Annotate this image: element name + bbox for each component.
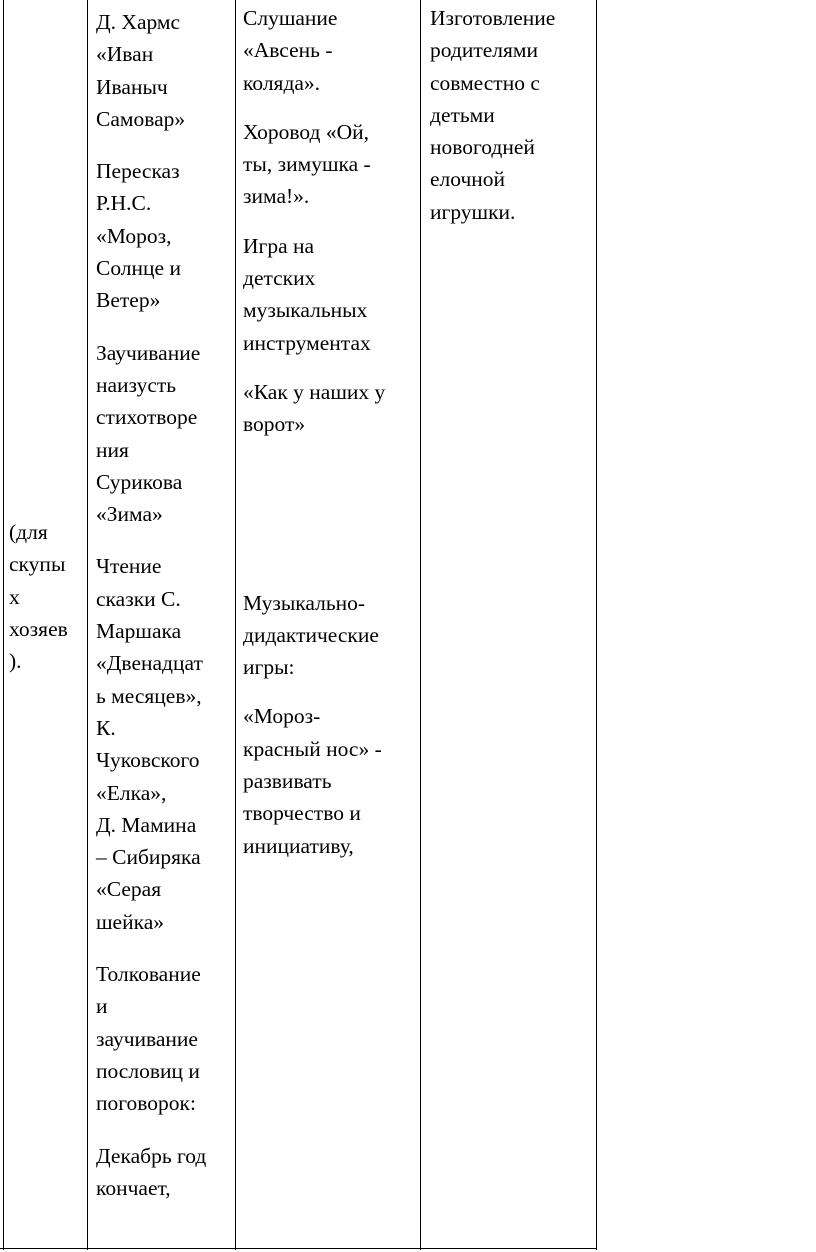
cell-line: «Мороз- xyxy=(243,704,321,729)
cell-line: творчество и xyxy=(243,801,361,826)
cell-line: Пересказ xyxy=(96,159,180,184)
cell-line: Декабрь год xyxy=(96,1143,207,1168)
cell-line: заучивание xyxy=(96,1026,198,1051)
cell-line: «Двенадцат xyxy=(96,651,203,676)
table-cell-col4 xyxy=(430,2,592,228)
cell-line: Маршака xyxy=(96,619,182,644)
cell-line: ). xyxy=(9,649,22,674)
cell-line: инициативу, xyxy=(243,833,354,858)
cell-line: «Авсень - xyxy=(243,38,333,63)
table-divider-2 xyxy=(235,0,236,1250)
paragraph xyxy=(96,337,228,531)
cell-line: Хоровод «Ой, xyxy=(243,119,370,144)
paragraph xyxy=(243,116,415,213)
table-border-left xyxy=(3,0,4,1250)
table-cell-col1 xyxy=(9,516,83,677)
cell-line: «Как у наших у xyxy=(243,379,386,404)
cell-line: сказки С. xyxy=(96,586,181,611)
cell-line: Самовар» xyxy=(96,106,186,131)
cell-line: детьми xyxy=(430,102,495,127)
cell-line: Чуковского xyxy=(96,748,200,773)
cell-line: красный нос» - xyxy=(243,736,382,761)
cell-line: развивать xyxy=(243,769,332,794)
cell-line: (для xyxy=(9,520,48,544)
table-divider-1 xyxy=(87,0,88,1250)
cell-line: Игра на xyxy=(243,233,315,258)
cell-line: инструментах xyxy=(243,330,371,355)
cell-line: стихотворе xyxy=(96,405,198,430)
cell-line: Д. Хармс xyxy=(96,10,181,34)
cell-line: родителями xyxy=(430,38,538,63)
paragraph xyxy=(96,155,228,316)
paragraph xyxy=(96,958,228,1119)
cell-line: кончает, xyxy=(96,1175,171,1200)
cell-line: «Елка», xyxy=(96,780,167,805)
cell-line: елочной xyxy=(430,167,506,192)
paragraph xyxy=(96,6,228,135)
table-border-bottom xyxy=(0,1248,597,1249)
cell-line: и xyxy=(96,994,108,1019)
cell-line: игрушки. xyxy=(430,199,516,224)
cell-line: хозяев xyxy=(9,616,68,641)
cell-line: ния xyxy=(96,437,129,462)
cell-line: «Иван xyxy=(96,42,154,67)
cell-line: наизусть xyxy=(96,372,177,397)
cell-line: «Серая xyxy=(96,877,162,902)
paragraph xyxy=(96,550,228,938)
cell-line: ворот» xyxy=(243,412,306,437)
cell-line: шейка» xyxy=(96,909,165,934)
cell-line: «Зима» xyxy=(96,502,163,527)
cell-line: поговорок: xyxy=(96,1091,196,1116)
paragraph xyxy=(243,230,415,359)
cell-line: ь месяцев», xyxy=(96,683,202,708)
cell-line: игры: xyxy=(243,655,295,680)
paragraph xyxy=(243,376,415,441)
cell-line: Р.Н.С. xyxy=(96,191,152,216)
paragraph xyxy=(96,1140,228,1205)
cell-line: ты, зимушка - xyxy=(243,152,371,177)
cell-line: Музыкально- xyxy=(243,590,366,615)
cell-line: Чтение xyxy=(96,554,162,579)
cell-line: К. xyxy=(96,715,116,740)
paragraph xyxy=(243,2,415,99)
cell-line: Сурикова xyxy=(96,469,183,494)
cell-line: детских xyxy=(243,266,316,291)
cell-line: Ветер» xyxy=(96,288,161,313)
cell-line: «Мороз, xyxy=(96,223,172,248)
cell-line: Толкование xyxy=(96,962,201,987)
paragraph xyxy=(243,700,415,861)
cell-line: пословиц и xyxy=(96,1058,200,1083)
table-cell-col3 xyxy=(243,2,415,862)
cell-line: Изготовление xyxy=(430,6,556,30)
cell-line: дидактические xyxy=(243,622,379,647)
cell-line: коляда». xyxy=(243,70,321,95)
cell-line: Солнце и xyxy=(96,256,181,281)
cell-line: Слушание xyxy=(243,6,338,30)
cell-line: скупы xyxy=(9,552,66,577)
cell-line: новогодней xyxy=(430,135,535,160)
table-border-right xyxy=(596,0,597,1250)
cell-line: Заучивание xyxy=(96,340,201,365)
cell-line: Иваныч xyxy=(96,74,168,99)
table-divider-3 xyxy=(420,0,421,1250)
paragraph xyxy=(243,587,415,684)
cell-line: совместно с xyxy=(430,70,540,95)
cell-line: Д. Мамина xyxy=(96,812,197,837)
table-cell-col2 xyxy=(96,6,228,1204)
cell-line: х xyxy=(9,584,20,609)
cell-line: – Сибиряка xyxy=(96,845,201,870)
cell-line: зима!». xyxy=(243,184,310,209)
cell-line: музыкальных xyxy=(243,298,368,323)
